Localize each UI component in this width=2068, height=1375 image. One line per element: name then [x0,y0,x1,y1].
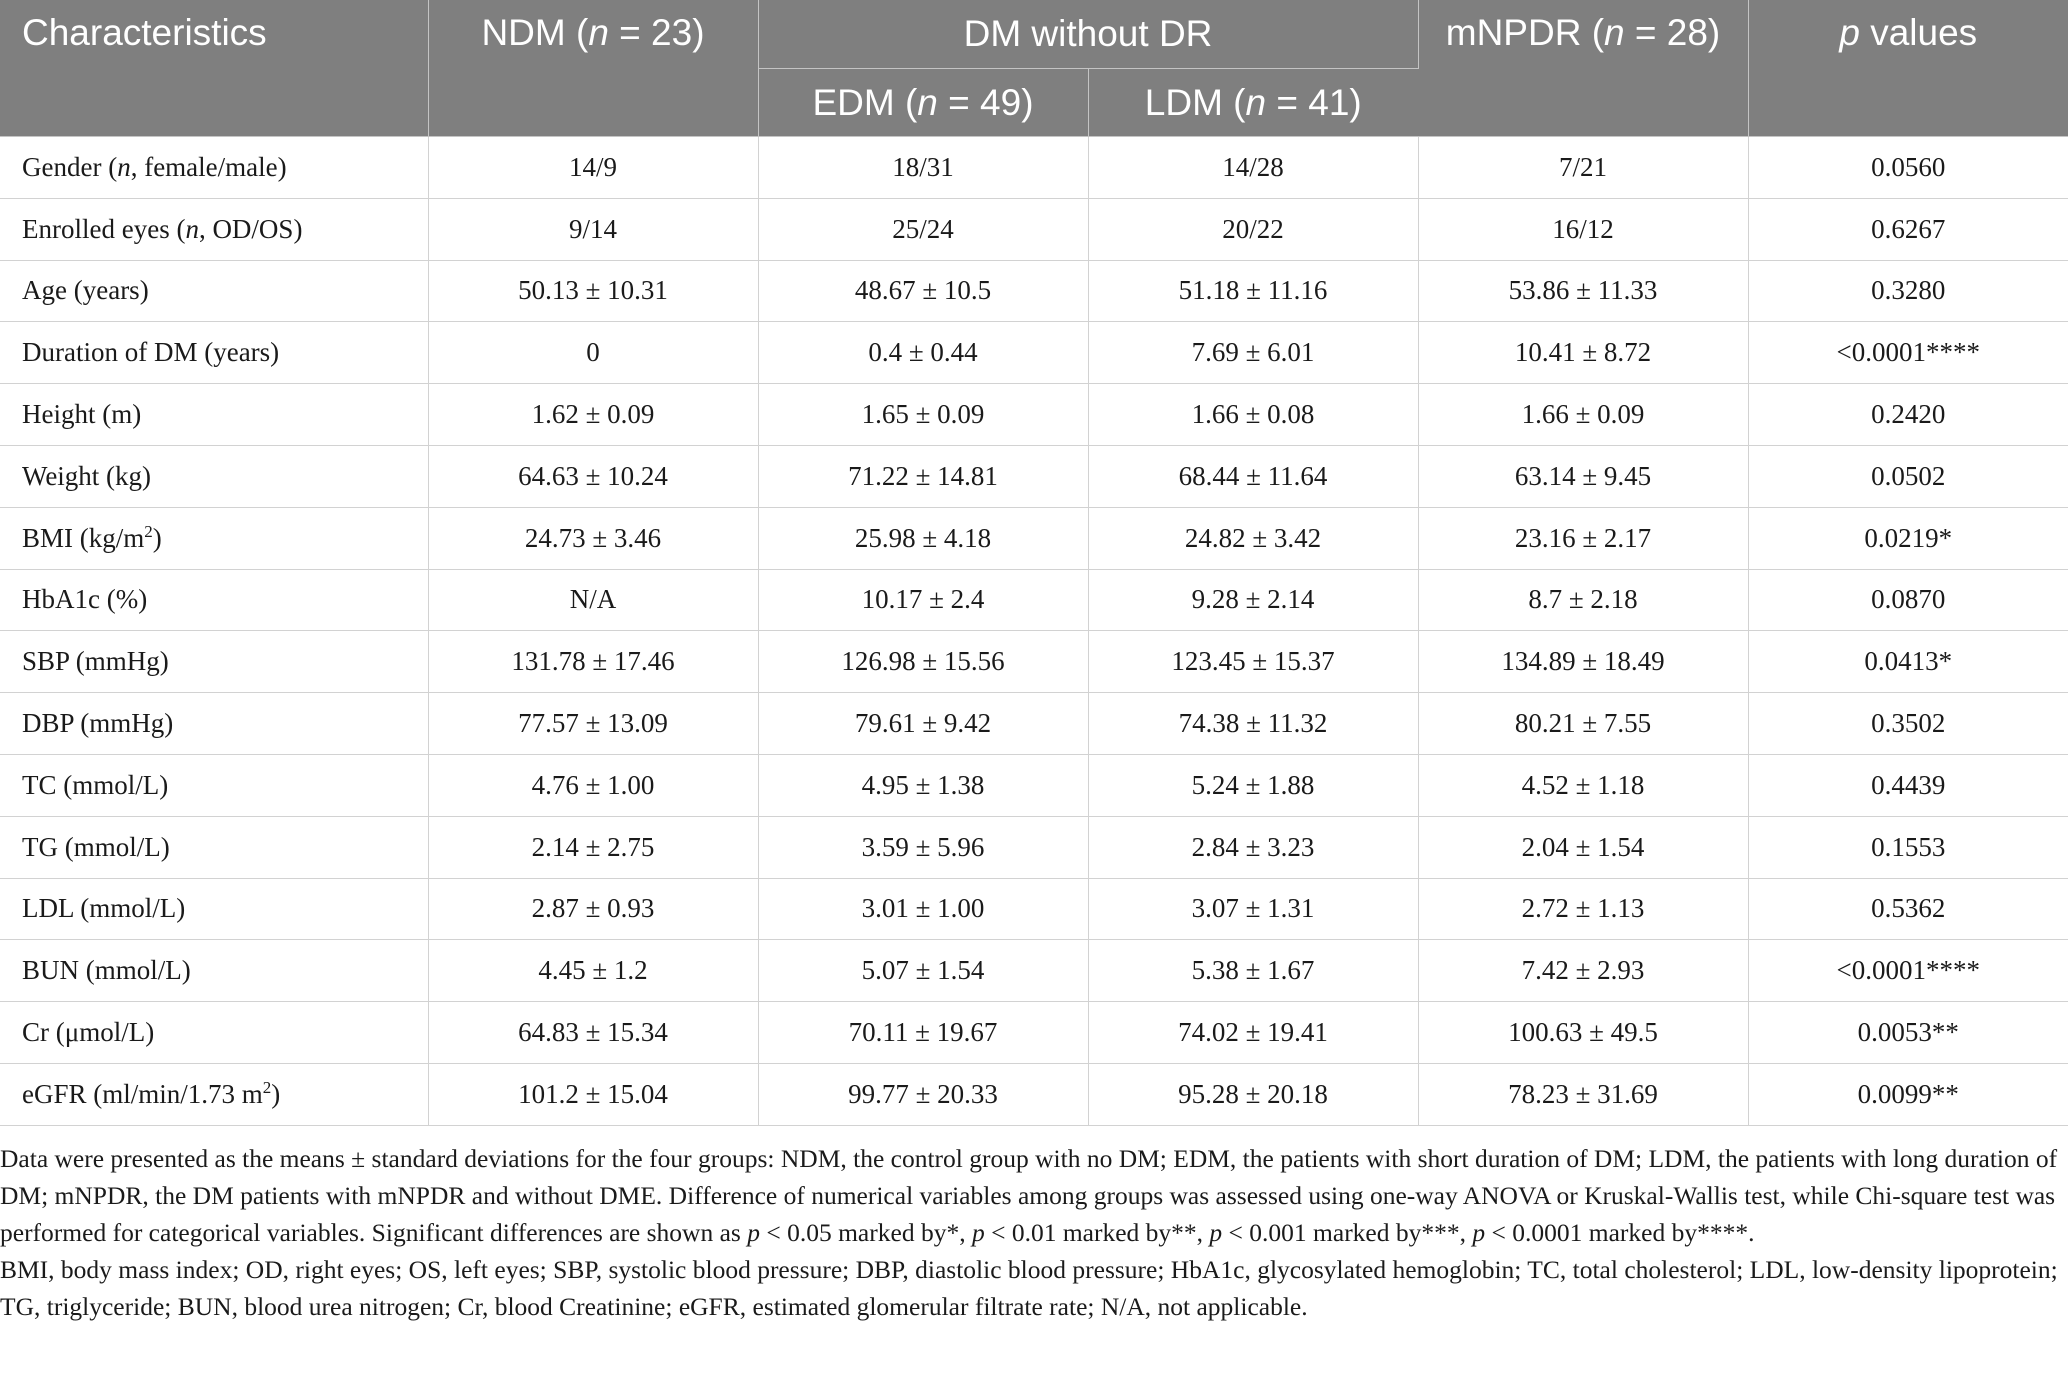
table-row [0,569,2068,631]
cell-edm: 3.59 ± 5.96 [758,816,1088,878]
row-label-tail: ) [271,1078,281,1109]
header-dm-without-dr: DM without DR [758,0,1418,69]
row-label [0,507,428,569]
cell-ndm: 64.63 ± 10.24 [428,445,758,507]
cell-edm: 25/24 [758,198,1088,260]
header-characteristics: Characteristics [0,0,428,137]
table-row [0,631,2068,693]
row-label-italic: n [185,213,199,244]
cell-mnpdr: 63.14 ± 9.45 [1418,445,1748,507]
cell-ldm: 7.69 ± 6.01 [1088,322,1418,384]
cell-ldm: 74.38 ± 11.32 [1088,693,1418,755]
cell-ldm: 5.38 ± 1.67 [1088,940,1418,1002]
cell-p: <0.0001**** [1748,322,2068,384]
row-label [0,569,428,631]
table-row [0,260,2068,322]
cell-edm: 4.95 ± 1.38 [758,754,1088,816]
cell-ndm: 64.83 ± 15.34 [428,1002,758,1064]
cell-ldm: 95.28 ± 20.18 [1088,1063,1418,1125]
table-row [0,754,2068,816]
row-label-text: Gender ( [22,151,118,182]
cell-edm: 25.98 ± 4.18 [758,507,1088,569]
cell-mnpdr: 134.89 ± 18.49 [1418,631,1748,693]
cell-p: <0.0001**** [1748,940,2068,1002]
cell-ndm: 9/14 [428,198,758,260]
cell-mnpdr: 78.23 ± 31.69 [1418,1063,1748,1125]
header-p-values: p values [1748,0,2068,137]
header-ldm: LDM (n = 41) [1088,69,1418,137]
cell-ndm: 4.45 ± 1.2 [428,940,758,1002]
row-label [0,940,428,1002]
cell-edm: 3.01 ± 1.00 [758,878,1088,940]
cell-mnpdr: 23.16 ± 2.17 [1418,507,1748,569]
row-label-text: BUN (mmol/L) [22,955,191,986]
row-label-text: Height (m) [22,399,142,430]
cell-ndm: 77.57 ± 13.09 [428,693,758,755]
cell-ldm: 123.45 ± 15.37 [1088,631,1418,693]
cell-mnpdr: 4.52 ± 1.18 [1418,754,1748,816]
cell-ldm: 24.82 ± 3.42 [1088,507,1418,569]
cell-p: 0.3280 [1748,260,2068,322]
cell-mnpdr: 53.86 ± 11.33 [1418,260,1748,322]
table-row [0,507,2068,569]
row-label-text: Cr (μmol/L) [22,1017,155,1048]
cell-ldm: 9.28 ± 2.14 [1088,569,1418,631]
row-label-text: TG (mmol/L) [22,831,170,862]
row-label [0,384,428,446]
row-label-text: BMI (kg/m [22,522,145,553]
row-label-text: LDL (mmol/L) [22,893,186,924]
cell-edm: 1.65 ± 0.09 [758,384,1088,446]
row-label-text-after: , female/male) [130,151,287,182]
cell-ldm: 14/28 [1088,137,1418,199]
row-label [0,631,428,693]
row-label-text-after: , OD/OS) [198,213,303,244]
cell-p: 0.0502 [1748,445,2068,507]
cell-edm: 10.17 ± 2.4 [758,569,1088,631]
row-label-tail: ) [152,522,162,553]
cell-edm: 70.11 ± 19.67 [758,1002,1088,1064]
cell-mnpdr: 2.72 ± 1.13 [1418,878,1748,940]
cell-ndm: 101.2 ± 15.04 [428,1063,758,1125]
cell-ndm: 1.62 ± 0.09 [428,384,758,446]
row-label [0,693,428,755]
cell-p: 0.0413* [1748,631,2068,693]
cell-ldm: 2.84 ± 3.23 [1088,816,1418,878]
row-label [0,816,428,878]
cell-p: 0.0870 [1748,569,2068,631]
row-label-text: Weight (kg) [22,460,152,491]
row-label [0,260,428,322]
table-row [0,878,2068,940]
cell-p: 0.4439 [1748,754,2068,816]
cell-edm: 99.77 ± 20.33 [758,1063,1088,1125]
row-label [0,1002,428,1064]
table-row [0,1063,2068,1125]
row-label-text: Age (years) [22,275,149,306]
row-label [0,445,428,507]
cell-p: 0.6267 [1748,198,2068,260]
cell-edm: 48.67 ± 10.5 [758,260,1088,322]
cell-p: 0.0560 [1748,137,2068,199]
cell-edm: 0.4 ± 0.44 [758,322,1088,384]
header-mnpdr: mNPDR (n = 28) [1418,0,1748,137]
header-ndm: NDM (n = 23) [428,0,758,137]
cell-mnpdr: 100.63 ± 49.5 [1418,1002,1748,1064]
cell-ndm: 24.73 ± 3.46 [428,507,758,569]
cell-p: 0.0053** [1748,1002,2068,1064]
row-label-superscript: 2 [144,521,153,541]
cell-ldm: 3.07 ± 1.31 [1088,878,1418,940]
table-row [0,940,2068,1002]
cell-ldm: 51.18 ± 11.16 [1088,260,1418,322]
table-header [0,0,2068,137]
cell-p: 0.1553 [1748,816,2068,878]
row-label-text: HbA1c (%) [22,584,148,615]
row-label [0,1063,428,1125]
cell-edm: 79.61 ± 9.42 [758,693,1088,755]
table-row [0,137,2068,199]
cell-edm: 71.22 ± 14.81 [758,445,1088,507]
table-row [0,693,2068,755]
row-label [0,878,428,940]
row-label-text: Duration of DM (years) [22,337,280,368]
header-edm: EDM (n = 49) [758,69,1088,137]
row-label [0,322,428,384]
row-label-text: DBP (mmHg) [22,708,174,739]
row-label-text: TC (mmol/L) [22,769,169,800]
table-row [0,816,2068,878]
table-row [0,384,2068,446]
cell-ldm: 74.02 ± 19.41 [1088,1002,1418,1064]
cell-p: 0.2420 [1748,384,2068,446]
cell-edm: 18/31 [758,137,1088,199]
cell-mnpdr: 80.21 ± 7.55 [1418,693,1748,755]
row-label-text: Enrolled eyes ( [22,213,186,244]
cell-ndm: 4.76 ± 1.00 [428,754,758,816]
cell-ndm: 2.87 ± 0.93 [428,878,758,940]
cell-mnpdr: 8.7 ± 2.18 [1418,569,1748,631]
cell-ndm: N/A [428,569,758,631]
row-label-text: eGFR (ml/min/1.73 m [22,1078,263,1109]
cell-mnpdr: 1.66 ± 0.09 [1418,384,1748,446]
table-footnotes [0,1140,2068,1325]
cell-ldm: 68.44 ± 11.64 [1088,445,1418,507]
cell-ndm: 14/9 [428,137,758,199]
cell-mnpdr: 2.04 ± 1.54 [1418,816,1748,878]
cell-mnpdr: 16/12 [1418,198,1748,260]
cell-ldm: 5.24 ± 1.88 [1088,754,1418,816]
table-row [0,1002,2068,1064]
cell-mnpdr: 10.41 ± 8.72 [1418,322,1748,384]
cell-mnpdr: 7/21 [1418,137,1748,199]
cell-ldm: 1.66 ± 0.08 [1088,384,1418,446]
row-label [0,137,428,199]
row-label [0,754,428,816]
table-row [0,322,2068,384]
cell-p: 0.5362 [1748,878,2068,940]
row-label-italic: n [117,151,131,182]
row-label [0,198,428,260]
cell-mnpdr: 7.42 ± 2.93 [1418,940,1748,1002]
row-label-superscript: 2 [262,1077,272,1097]
footnote-abbreviations: BMI, body mass index; OD, right eyes; OS, left eyes; SBP, systolic blood pressure; DBP, diastolic blood pressure; HbA1c, glycosylated hemoglobin; TC, total cholesterol; LDL, low-density lipoprotein; TG, triglyceride; BUN, blood urea nitrogen; Cr, blood Creatinine; eGFR, estimated glomerular filtrate rate; N/A, not applicable. [0,1255,2058,1321]
cell-ldm: 20/22 [1088,198,1418,260]
cell-ndm: 2.14 ± 2.75 [428,816,758,878]
cell-ndm: 0 [428,322,758,384]
row-label-text: SBP (mmHg) [22,646,169,677]
table-row [0,198,2068,260]
cell-p: 0.0219* [1748,507,2068,569]
table-row [0,445,2068,507]
table-body [0,137,2068,1126]
cell-edm: 5.07 ± 1.54 [758,940,1088,1002]
cell-ndm: 50.13 ± 10.31 [428,260,758,322]
footnote-statistics: Data were presented as the means ± standard deviations for the four groups: NDM, the control group with no DM; EDM, the patients with short duration of DM; LDM, the patients with long duration of DM; mNPDR, the DM patients with mNPDR and without DME. Difference of numerical variables among groups was assessed using one-way ANOVA or Kruskal-Wallis test, while Chi-square test was performed for categorical variables. Significant differences are shown as p < 0.05 marked by*, p < 0.01 marked by**, p < 0.001 marked by***, p < 0.0001 marked by****. [0,1144,2058,1247]
cell-ndm: 131.78 ± 17.46 [428,631,758,693]
cell-p: 0.0099** [1748,1063,2068,1125]
cell-p: 0.3502 [1748,693,2068,755]
cell-edm: 126.98 ± 15.56 [758,631,1088,693]
